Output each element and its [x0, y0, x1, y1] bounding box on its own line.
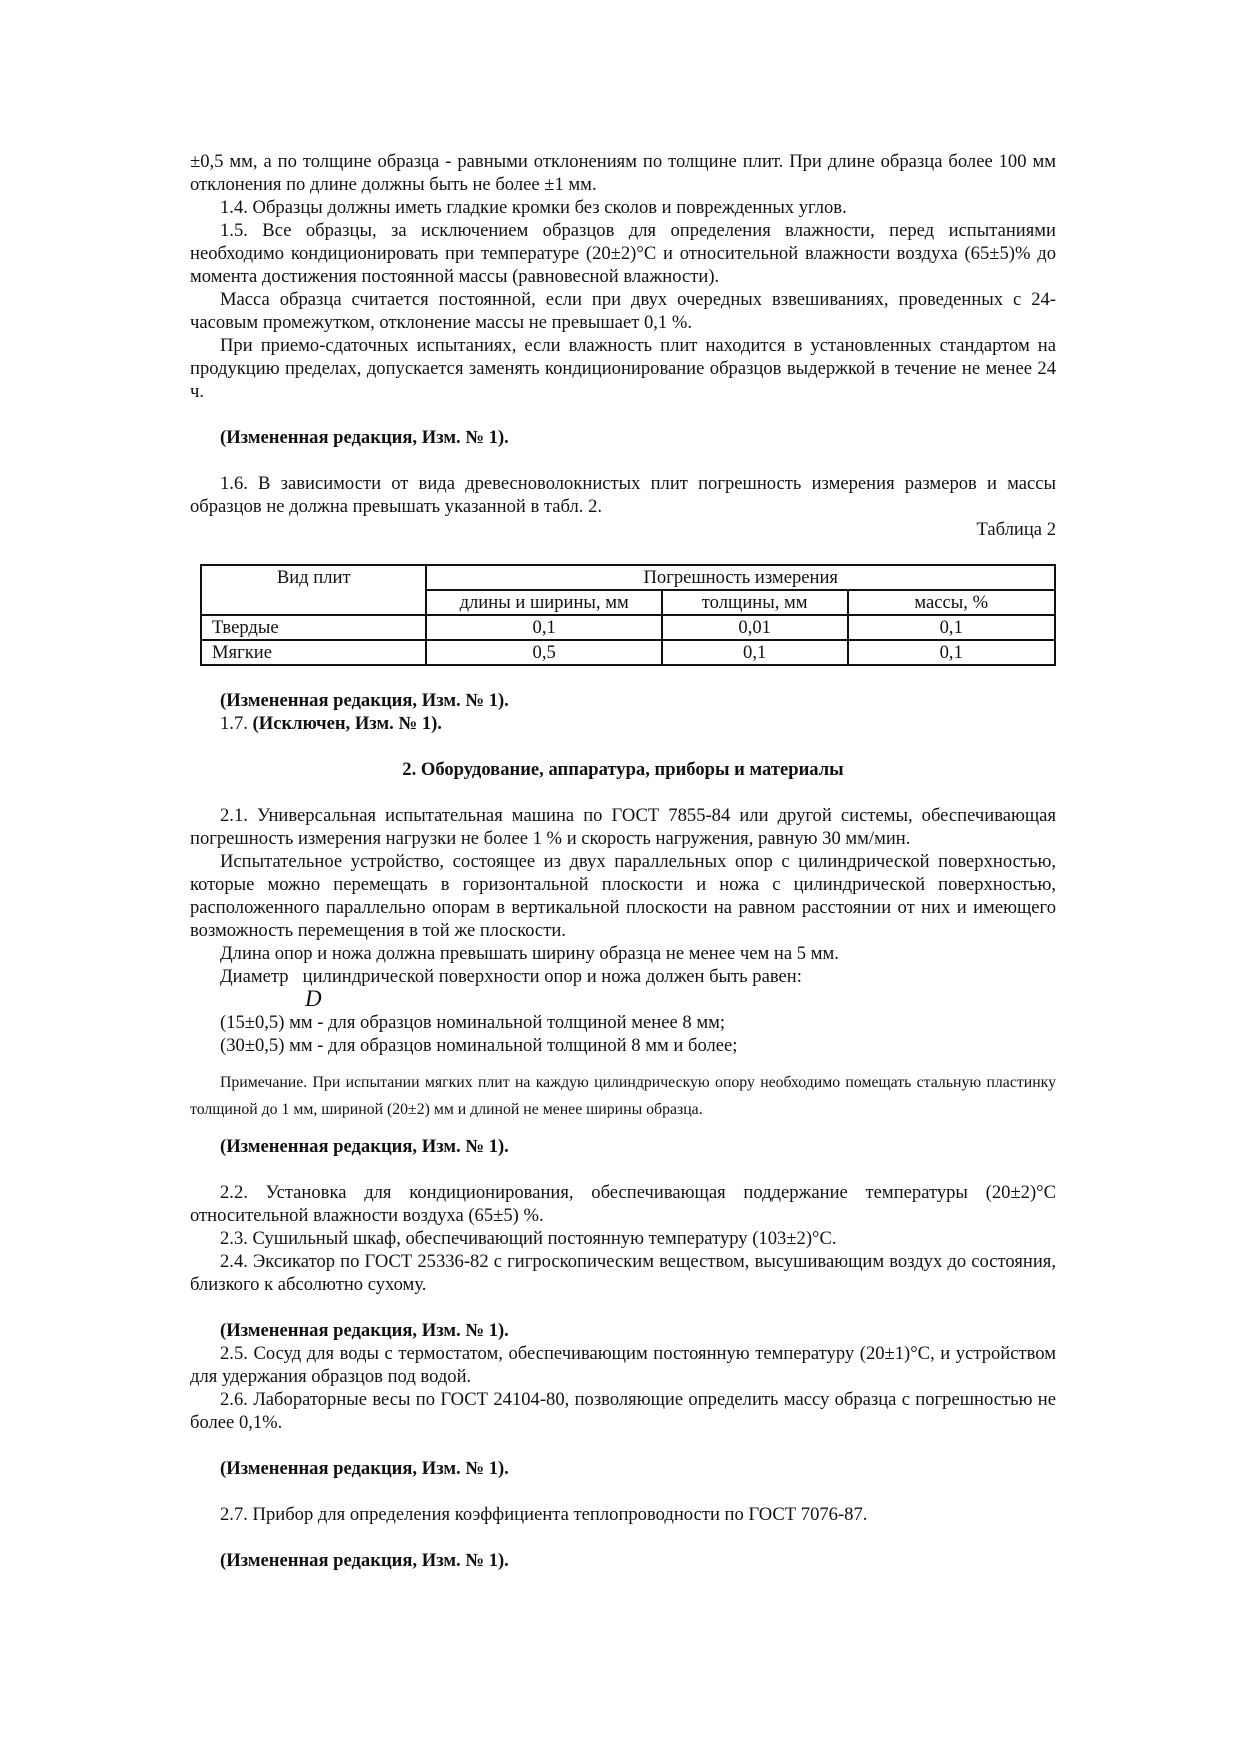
paragraph-1-7 [190, 712, 1056, 735]
paragraph-2-5: 2.5. Сосуд для воды с термостатом, обеспечивающим постоянную температуру (20±1)°С, и устройством для удержания образцов под водой. [190, 1343, 1056, 1387]
cell-type: Твердые [201, 615, 426, 640]
paragraph-diameter [190, 965, 1056, 1011]
header-measurement-error: Погрешность измерения [426, 565, 1055, 590]
cell-length: 0,1 [426, 615, 661, 640]
cell-mass: 0,1 [848, 640, 1056, 665]
header-thickness: толщины, мм [662, 590, 848, 615]
header-board-type: Вид плит [201, 565, 426, 590]
amendment-note: (Измененная редакция, Изм. № 1). [220, 427, 509, 448]
diameter-word: Диаметр [220, 966, 289, 987]
paragraph-2-4: 2.4. Эксикатор по ГОСТ 25336-82 с гигроскопическим веществом, высушивающим воздух до состояния, близкого к абсолютно сухому. [190, 1251, 1056, 1295]
paragraph-test-device: Испытательное устройство, состоящее из двух параллельных опор с цилиндрической поверхностью, которые можно перемещать в горизонтальной плоскости и ножа с цилиндрической поверхностью, расположенного параллельно опорам в вертикальной плоскости на равном расстоянии от них и имеющего возможность перемещения в той же плоскости. [190, 851, 1056, 941]
cell-mass: 0,1 [848, 615, 1056, 640]
paragraph-2-1: 2.1. Универсальная испытательная машина по ГОСТ 7855-84 или другой системы, обеспечивающая погрешность измерения нагрузки не более 1 % и скорость нагружения, равную 30 мм/мин. [190, 805, 1056, 849]
diameter-option-2: (30±0,5) мм - для образцов номинальной толщиной 8 мм и более; [220, 1035, 738, 1056]
header-length-width: длины и ширины, мм [426, 590, 661, 615]
table-2 [200, 564, 1056, 666]
cell-length: 0,5 [426, 640, 661, 665]
diameter-text: цилиндрической поверхности опор и ножа должен быть равен: [302, 966, 802, 987]
paragraph-2-7: 2.7. Прибор для определения коэффициента теплопроводности по ГОСТ 7076-87. [220, 1504, 868, 1525]
amendment-note: (Измененная редакция, Изм. № 1). [220, 1550, 509, 1571]
excluded-note: (Исключен, Изм. № 1). [252, 713, 442, 734]
header-mass: массы, % [848, 590, 1056, 615]
section-title: 2. Оборудование, аппаратура, приборы и материалы [402, 759, 844, 780]
paragraph-2-6: 2.6. Лабораторные весы по ГОСТ 24104-80, позволяющие определить массу образца с погрешностью не более 0,1%. [190, 1389, 1056, 1433]
diameter-symbol: D [305, 986, 322, 1011]
paragraph-1-4: 1.4. Образцы должны иметь гладкие кромки без сколов и поврежденных углов. [220, 197, 847, 218]
table-row [201, 615, 1055, 640]
paragraph-support-length: Длина опор и ножа должна превышать ширину образца не менее чем на 5 мм. [220, 943, 839, 964]
cell-thickness: 0,01 [662, 615, 848, 640]
amendment-note: (Измененная редакция, Изм. № 1). [220, 1320, 509, 1341]
paragraph-1-5: 1.5. Все образцы, за исключением образцов для определения влажности, перед испытаниями необходимо кондиционировать при температуре (20±2)°С и относительной влажности воздуха (65±5)% до момента достижения постоянной массы (равновесной влажности). [190, 220, 1056, 287]
paragraph-2-3: 2.3. Сушильный шкаф, обеспечивающий постоянную температуру (103±2)°С. [220, 1228, 837, 1249]
paragraph-mass-constant: Масса образца считается постоянной, если при двух очередных взвешиваниях, проведенных с 24-часовым промежутком, отклонение массы не превышает 0,1 %. [190, 289, 1056, 333]
table-label: Таблица 2 [976, 519, 1056, 540]
amendment-note: (Измененная редакция, Изм. № 1). [220, 1458, 509, 1479]
cell-thickness: 0,1 [662, 640, 848, 665]
amendment-note: (Измененная редакция, Изм. № 1). [220, 690, 509, 711]
table-row [201, 640, 1055, 665]
paragraph-1-6: 1.6. В зависимости от вида древесноволокнистых плит погрешность измерения размеров и массы образцов не должна превышать указанной в табл. 2. [190, 473, 1056, 517]
amendment-note: (Измененная редакция, Изм. № 1). [220, 1136, 509, 1157]
paragraph-number: 1.7. [220, 713, 253, 734]
cell-type: Мягкие [201, 640, 426, 665]
document-page [190, 150, 1056, 1572]
paragraph-2-2: 2.2. Установка для кондиционирования, обеспечивающая поддержание температуры (20±2)°С относительной влажности воздуха (65±5) %. [190, 1182, 1056, 1226]
paragraph-tolerance: ±0,5 мм, а по толщине образца - равными отклонениям по толщине плит. При длине образца более 100 мм отклонения по длине должны быть не более ±1 мм. [190, 151, 1056, 195]
paragraph-acceptance-tests: При приемо-сдаточных испытаниях, если влажность плит находится в установленных стандартом на продукцию пределах, допускается заменять кондиционирование образцов выдержкой в течение не менее 24 ч. [190, 335, 1056, 402]
diameter-option-1: (15±0,5) мм - для образцов номинальной толщиной менее 8 мм; [220, 1012, 726, 1033]
note-paragraph: Примечание. При испытании мягких плит на каждую цилиндрическую опору необходимо помещать стальную пластинку толщиной до 1 мм, шириной (20±2) мм и длиной не менее ширины образца. [190, 1074, 1056, 1118]
